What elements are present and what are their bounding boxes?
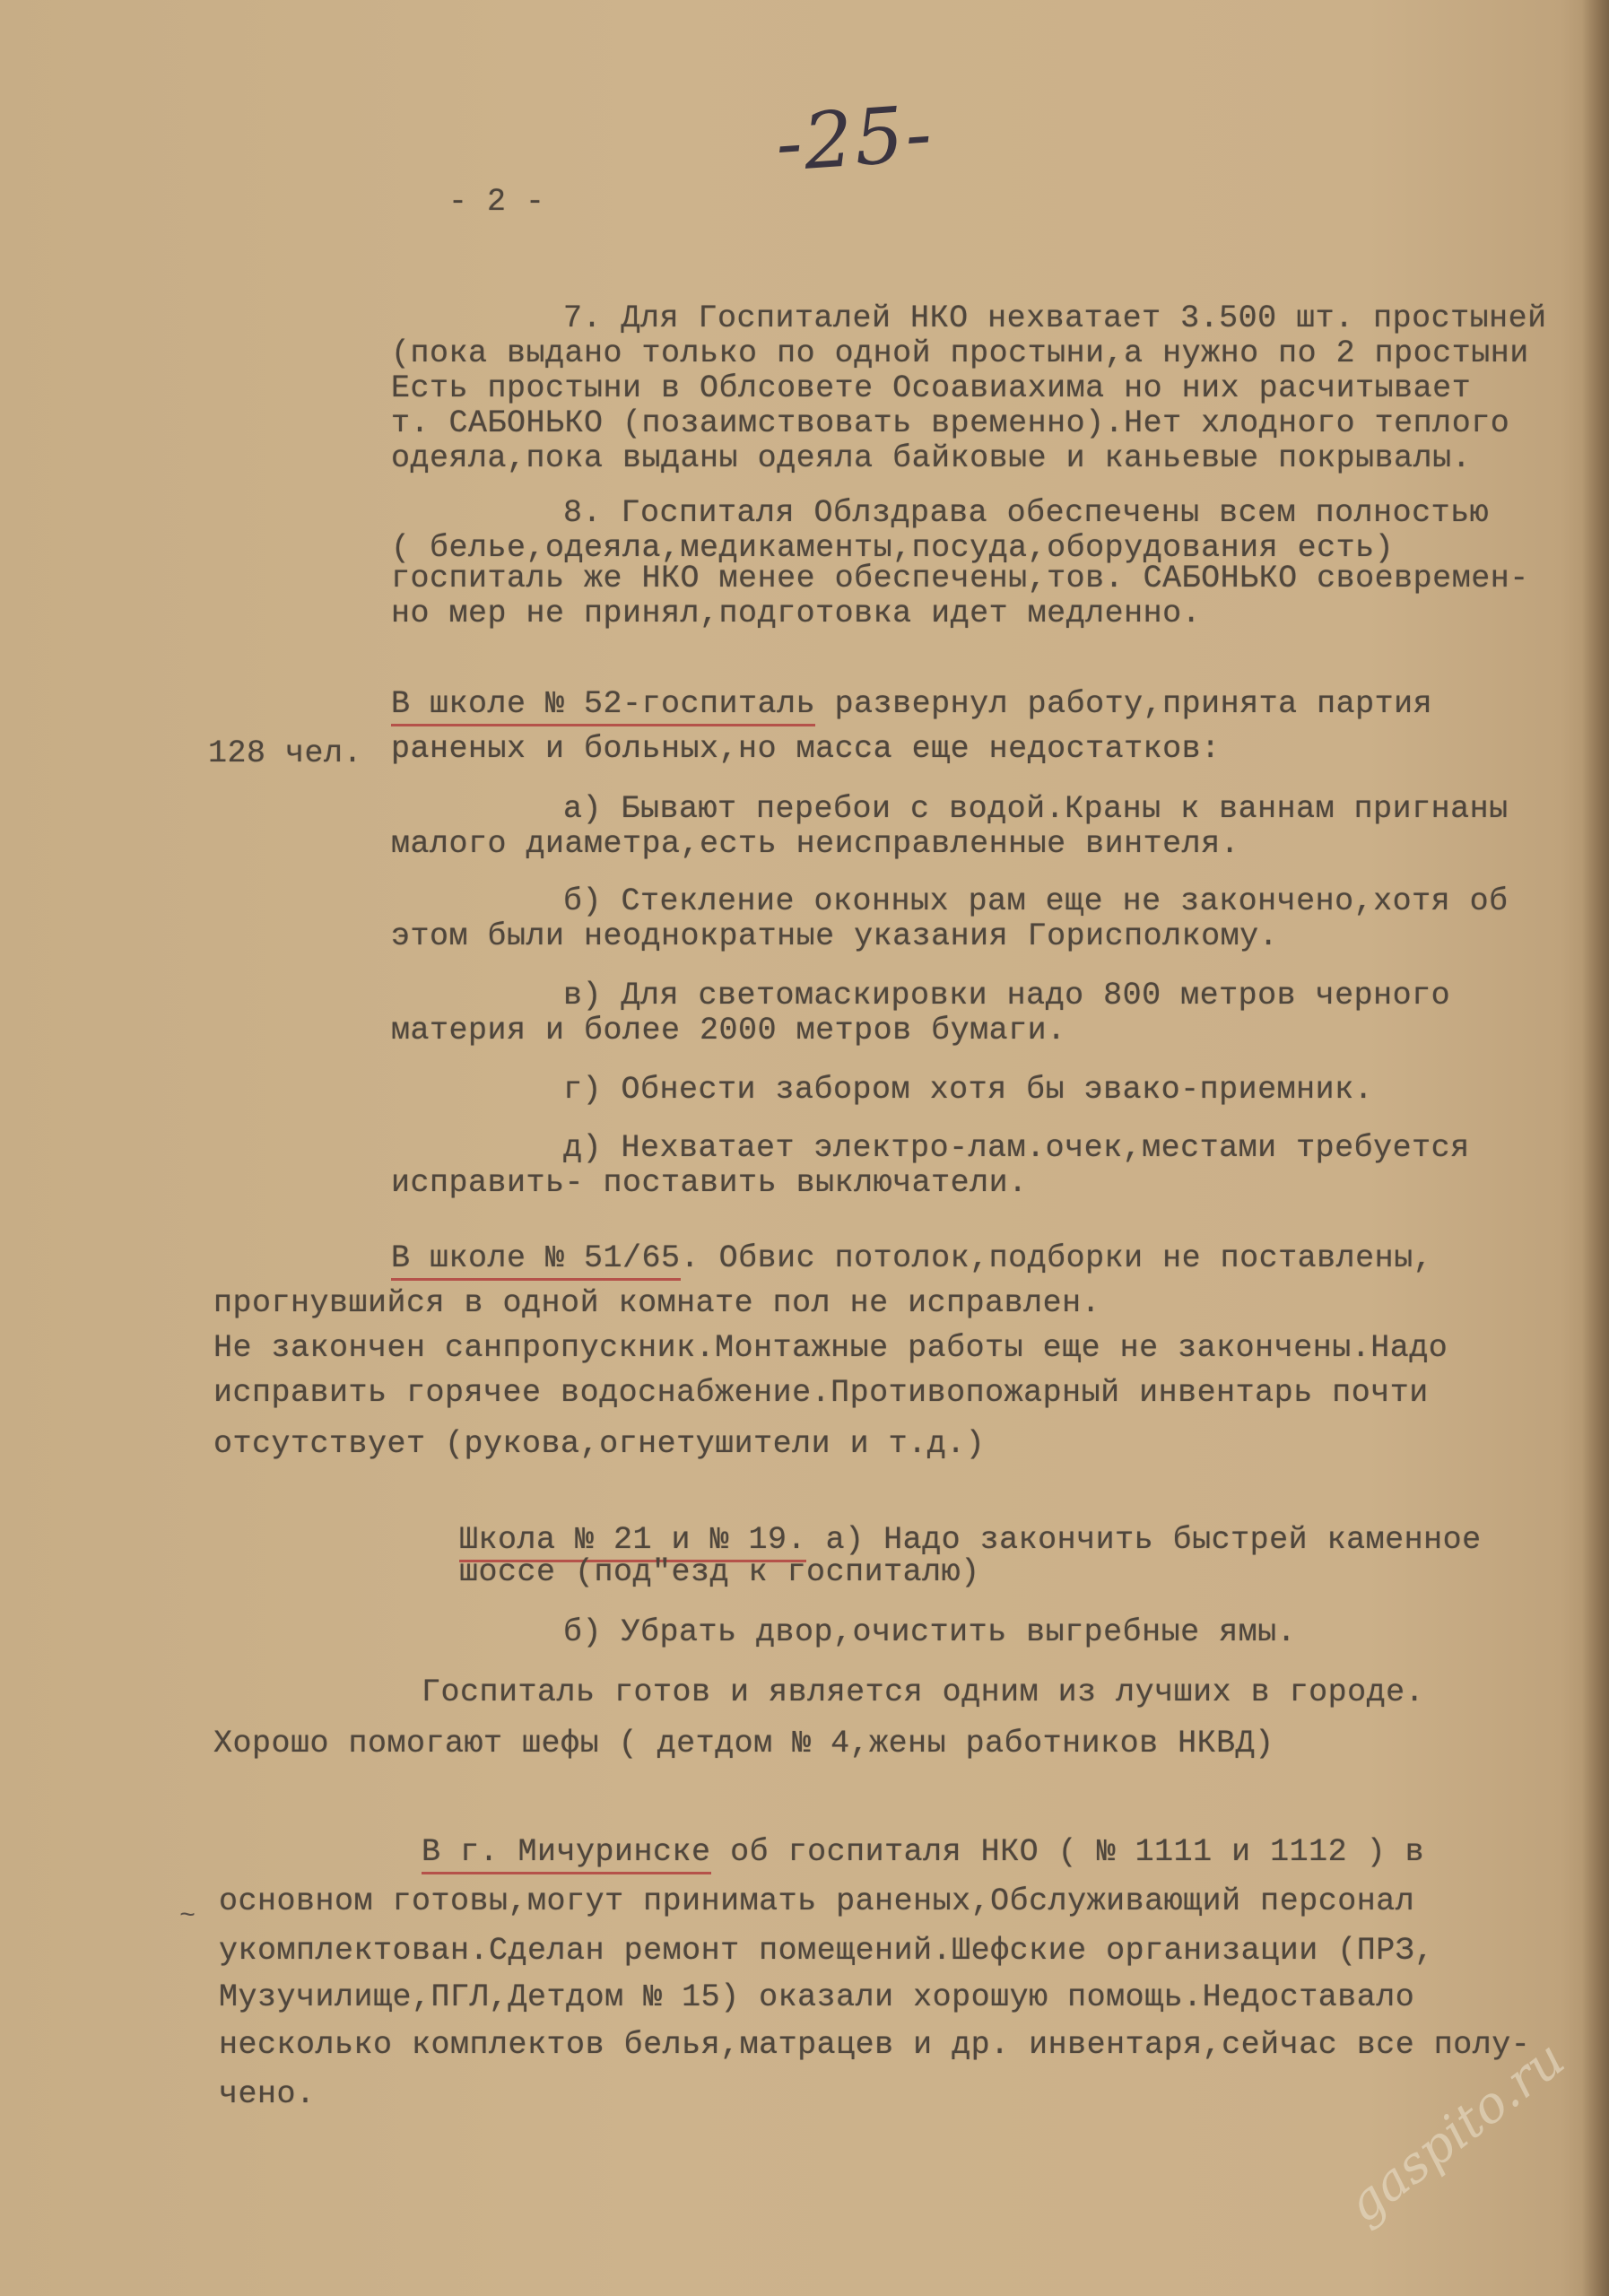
school51-line3: Не закончен санпропускник.Монтажные работы еще не закончены.Надо [213, 1330, 1448, 1366]
school52-item-d1: д) Нехватает электро-лам.очек,местами требуется [563, 1130, 1470, 1166]
watermark: gaspito.ru [1336, 2029, 1576, 2235]
michurinsk-line1-rest: об госпиталя НКО ( № 1111 и 1112 ) в [710, 1834, 1425, 1870]
para8-line3: госпиталь же НКО менее обеспечены,тов. САБОНЬКО своевремен- [391, 561, 1529, 596]
para7-line4: т. САБОНЬКО (позаимствовать временно).Нет хлодного теплого [391, 405, 1510, 441]
school52-line2: раненых и больных,но масса еще недостатков: [391, 731, 1221, 767]
school52-item-b1: б) Стекление оконных рам еще не закончено,хотя об [563, 883, 1509, 919]
school52-item-v1: в) Для светомаскировки надо 800 метров черного [563, 978, 1451, 1013]
school52-item-v2: материя и более 2000 метров бумаги. [391, 1013, 1066, 1048]
school51-line2: прогнувшийся в одной комнате пол не исправлен. [213, 1285, 1101, 1321]
page-number: - 2 - [448, 184, 545, 220]
school21-line4: Хорошо помогают шефы ( детдом № 4,жены работников НКВД) [213, 1726, 1274, 1761]
para7-line1: 7. Для Госпиталей НКО нехватает 3.500 шт. простыней [563, 300, 1547, 336]
school51-heading: В школе № 51/65 [391, 1240, 681, 1281]
school51-line5: отсутствует (рукова,огнетушители и т.д.) [213, 1426, 986, 1462]
school21-item-b: б) Убрать двор,очистить выгребные ямы. [563, 1614, 1297, 1650]
michurinsk-line3: укомплектован.Сделан ремонт помещений.Шефские организации (ПРЗ, [219, 1933, 1434, 1969]
margin-tick-mark: ~ [179, 1901, 196, 1932]
school52-item-a1: а) Бывают перебои с водой.Краны к ваннам пригнаны [563, 791, 1509, 827]
school51-line1 [391, 1240, 1432, 1276]
school52-margin-note: 128 чел. [208, 735, 363, 771]
michurinsk-line6: чено. [219, 2076, 316, 2112]
folio-number: -25- [772, 88, 936, 190]
para7-line5: одеяла,пока выданы одеяла байковые и каньевые покрывалы. [391, 440, 1472, 476]
school52-item-b2: этом были неоднократные указания Горисполкому. [391, 918, 1279, 954]
school51-line1-rest: . Обвис потолок,подборки не поставлены, [680, 1240, 1433, 1276]
school52-line1 [391, 686, 1432, 722]
school21-line1 [459, 1522, 1482, 1558]
school52-line1-rest: развернул работу,принята партия [815, 686, 1433, 722]
school52-item-d2: исправить- поставить выключатели. [391, 1165, 1028, 1201]
para8-line4: но мер не принял,подготовка идет медленно. [391, 596, 1202, 631]
school51-line4: исправить горячее водоснабжение.Противопожарный инвентарь почти [213, 1375, 1429, 1411]
school21-heading: Школа № 21 и № 19. [459, 1522, 806, 1562]
michurinsk-line5: несколько комплектов белья,матрацев и др. инвентаря,сейчас все полу- [219, 2027, 1531, 2063]
school21-line2: шоссе (под"езд к госпиталю) [459, 1554, 980, 1590]
school21-line3: Госпиталь готов и является одним из лучших в городе. [422, 1674, 1425, 1710]
michurinsk-line4: Музучилище,ПГЛ,Детдом № 15) оказали хорошую помощь.Недоставало [219, 1979, 1415, 2015]
school52-heading: В школе № 52-госпиталь [391, 686, 815, 726]
para8-line2: ( белье,одеяла,медикаменты,посуда,оборудования есть) [391, 530, 1395, 566]
page-fold-shadow [1582, 0, 1609, 2296]
para7-line3: Есть простыни в Облсовете Осоавиахима но них расчитывает [391, 370, 1472, 406]
michurinsk-line2: основном готовы,могут принимать раненых,Обслуживающий персонал [219, 1883, 1415, 1919]
michurinsk-line1 [422, 1834, 1424, 1870]
para7-line2: (пока выдано только по одной простыни,а нужно по 2 простыни [391, 335, 1529, 371]
michurinsk-heading: В г. Мичуринске [422, 1834, 711, 1874]
school21-line1-rest: а) Надо закончить быстрей каменное [806, 1522, 1482, 1558]
para8-line1: 8. Госпиталя Облздрава обеспечены всем полностью [563, 495, 1490, 531]
school52-item-a2: малого диаметра,есть неисправленные винтеля. [391, 826, 1240, 862]
school52-item-g: г) Обнести забором хотя бы эвако-приемник. [563, 1072, 1374, 1108]
